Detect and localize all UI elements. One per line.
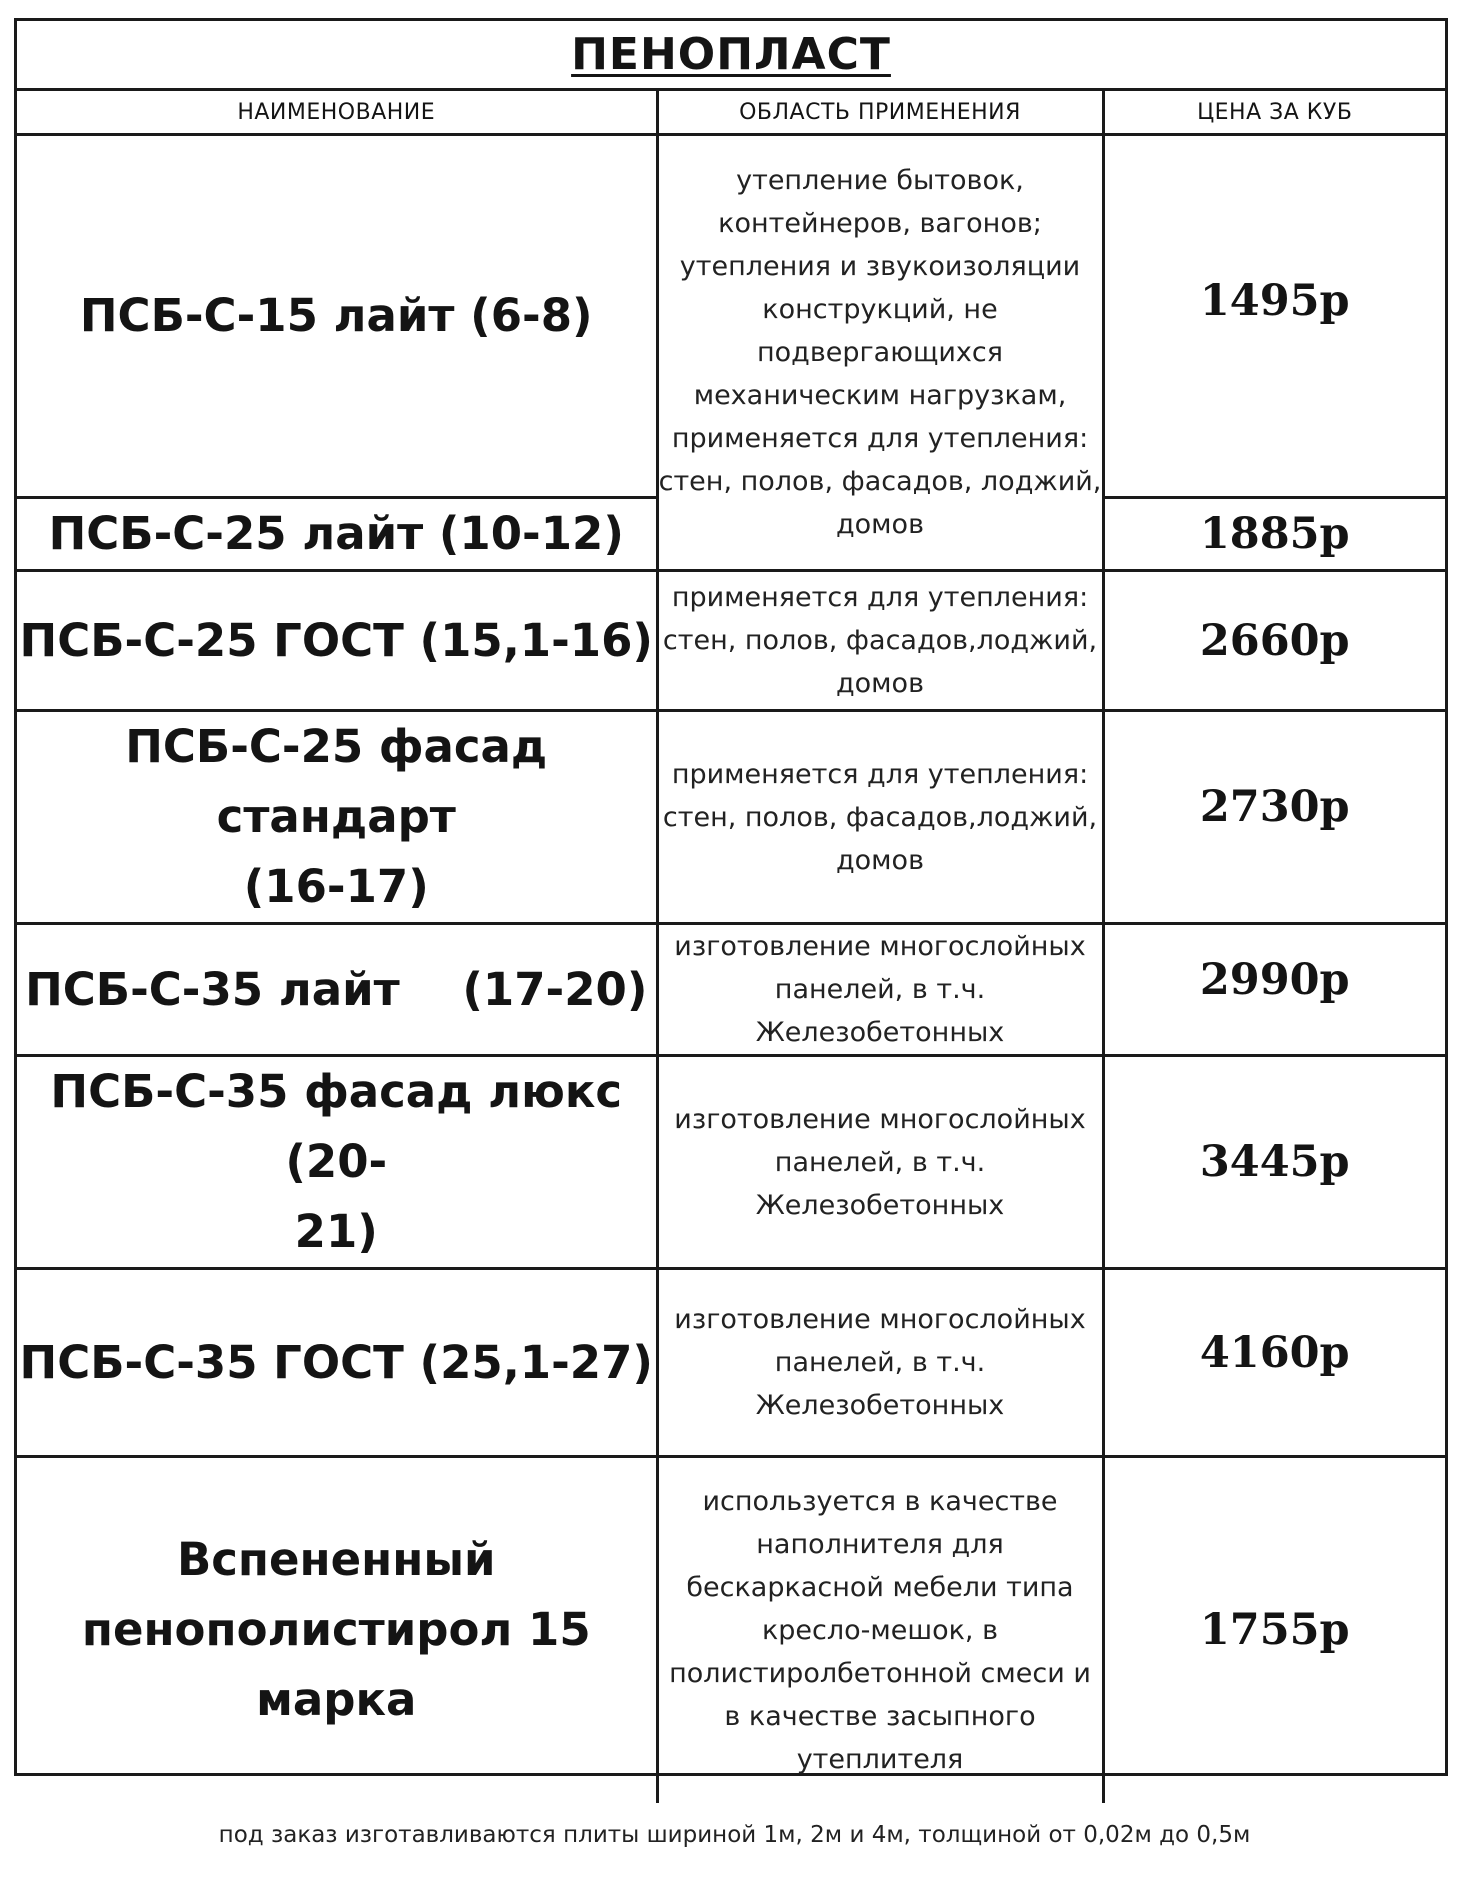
table-row xyxy=(17,135,1445,498)
product-name: ПСБ-С-25 ГОСТ (15,1-16) xyxy=(17,571,657,711)
table-row xyxy=(17,711,1445,924)
application-area: применяется для утепления: стен, полов, фасадов,лоджий, домов xyxy=(657,711,1103,924)
price-per-cube: 1495р xyxy=(1103,135,1445,498)
page-title: ПЕНОПЛАСТ xyxy=(571,29,891,80)
price-per-cube: 3445р xyxy=(1103,1056,1445,1269)
table-row xyxy=(17,1457,1445,1803)
product-name: Вспененный пенополистирол 15 марка xyxy=(17,1457,657,1803)
application-area: утепление бытовок, контейнеров, вагонов; утепления и звукоизоляции конструкций, не подвергающихся механическим нагрузкам, применяется для утепления: стен, полов, фасадов, лоджий, домов xyxy=(657,135,1103,571)
product-name: ПСБ-С-25 лайт (10-12) xyxy=(17,498,657,571)
price-per-cube: 4160р xyxy=(1103,1269,1445,1457)
product-name: ПСБ-С-25 фасад стандарт (16-17) xyxy=(17,711,657,924)
price-table xyxy=(17,91,1445,1803)
column-header-price: ЦЕНА ЗА КУБ xyxy=(1103,91,1445,135)
table-header-row xyxy=(17,91,1445,135)
product-name: ПСБ-С-35 лайт (17-20) xyxy=(17,924,657,1056)
price-per-cube: 1885р xyxy=(1103,498,1445,571)
title-row xyxy=(17,21,1445,91)
application-area: изготовление многослойных панелей, в т.ч. Железобетонных xyxy=(657,1056,1103,1269)
table-row xyxy=(17,1056,1445,1269)
column-header-use: ОБЛАСТЬ ПРИМЕНЕНИЯ xyxy=(657,91,1103,135)
price-per-cube: 1755р xyxy=(1103,1457,1445,1803)
application-area: изготовление многослойных панелей, в т.ч. Железобетонных xyxy=(657,1269,1103,1457)
application-area: используется в качестве наполнителя для бескаркасной мебели типа кресло-мешок, в полистиролбетонной смеси и в качестве засыпного утеплителя xyxy=(657,1457,1103,1803)
price-per-cube: 2990р xyxy=(1103,924,1445,1056)
application-area: применяется для утепления: стен, полов, фасадов,лоджий, домов xyxy=(657,571,1103,711)
price-list-sheet xyxy=(14,18,1448,1776)
column-header-name: НАИМЕНОВАНИЕ xyxy=(17,91,657,135)
table-row xyxy=(17,924,1445,1056)
price-per-cube: 2660р xyxy=(1103,571,1445,711)
product-name: ПСБ-С-15 лайт (6-8) xyxy=(17,135,657,498)
product-name: ПСБ-С-35 фасад люкс (20- 21) xyxy=(17,1056,657,1269)
application-area: изготовление многослойных панелей, в т.ч. Железобетонных xyxy=(657,924,1103,1056)
product-name: ПСБ-С-35 ГОСТ (25,1-27) xyxy=(17,1269,657,1457)
footnote: под заказ изготавливаются плиты шириной 1м, 2м и 4м, толщиной от 0,02м до 0,5м xyxy=(218,1822,1251,1848)
table-row xyxy=(17,571,1445,711)
table-row xyxy=(17,1269,1445,1457)
price-per-cube: 2730р xyxy=(1103,711,1445,924)
